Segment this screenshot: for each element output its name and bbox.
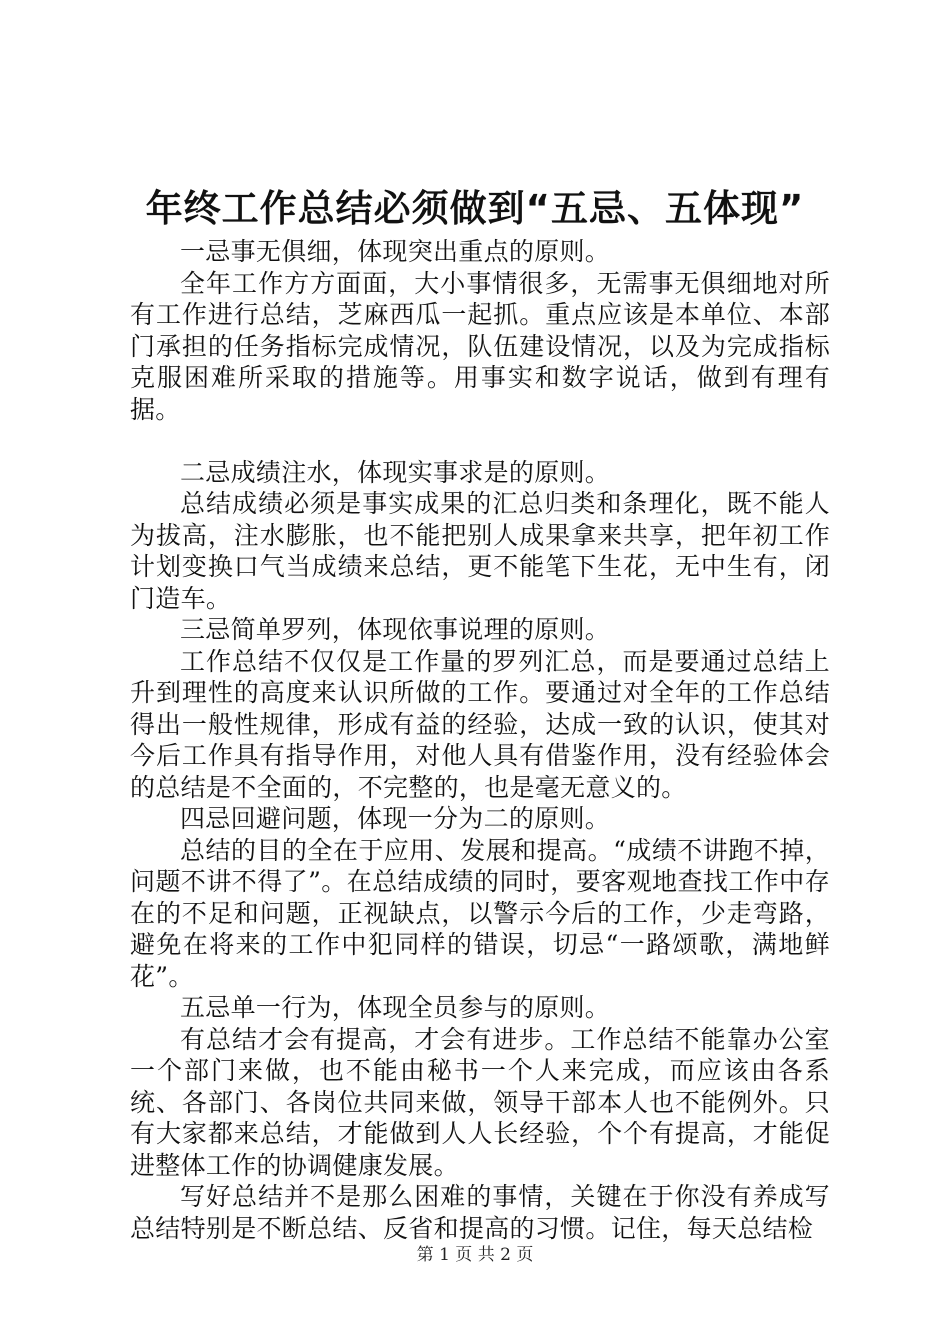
section-heading-4: 四忌回避问题，体现一分为二的原则。 <box>180 804 611 833</box>
page-number: 第 1 页 共 2 页 <box>416 1245 534 1265</box>
section-heading-1: 一忌事无俱细，体现突出重点的原则。 <box>180 237 611 266</box>
body-paragraph-2: 总结成绩必须是事实成果的汇总归类和条理化，既不能人为拔高，注水膨胀，也不能把别人成果拿来共享，把年初工作计划变换口气当成绩来总结，更不能笔下生花，无中生有，闭门造车。 <box>130 489 830 613</box>
section-heading-3: 三忌简单罗列，体现依事说理的原则。 <box>180 615 611 644</box>
body-paragraph-4: 总结的目的全在于应用、发展和提高。“成绩不讲跑不掉，问题不讲不得了”。在总结成绩的同时，要客观地查找工作中存在的不足和问题，正视缺点，以警示今后的工作，少走弯路，避免在将来的工作中犯同样的错误，切忌“一路颂歌，满地鲜花”。 <box>130 835 830 991</box>
closing-paragraph: 写好总结并不是那么困难的事情，关键在于你没有养成写总结特别是不断总结、反省和提高的习惯。记住，每天总结检 <box>130 1182 830 1243</box>
body-paragraph-1: 全年工作方方面面，大小事情很多，无需事无俱细地对所有工作进行总结，芝麻西瓜一起抓。重点应该是本单位、本部门承担的任务指标完成情况，队伍建设情况，以及为完成指标克服困难所采取的措施等。用事实和数字说话，做到有理有据。 <box>130 268 830 424</box>
page-title: 年终工作总结必须做到“五忌、五体现” <box>145 187 805 230</box>
document-body <box>130 236 830 1244</box>
body-paragraph-5: 有总结才会有提高，才会有进步。工作总结不能靠办公室一个部门来做，也不能由秘书一个人来完成，而应该由各系统、各部门、各岗位共同来做，领导干部本人也不能例外。只有大家都来总结，才能做到人人长经验，个个有提高，才能促进整体工作的协调健康发展。 <box>130 1024 830 1180</box>
section-heading-5: 五忌单一行为，体现全员参与的原则。 <box>180 993 611 1022</box>
section-heading-2: 二忌成绩注水，体现实事求是的原则。 <box>180 457 611 487</box>
body-paragraph-3: 工作总结不仅仅是工作量的罗列汇总，而是要通过总结上升到理性的高度来认识所做的工作。要通过对全年的工作总结得出一般性规律，形成有益的经验，达成一致的认识，使其对今后工作具有指导作用，对他人具有借鉴作用，没有经验体会的总结是不全面的，不完整的，也是毫无意义的。 <box>130 646 830 802</box>
